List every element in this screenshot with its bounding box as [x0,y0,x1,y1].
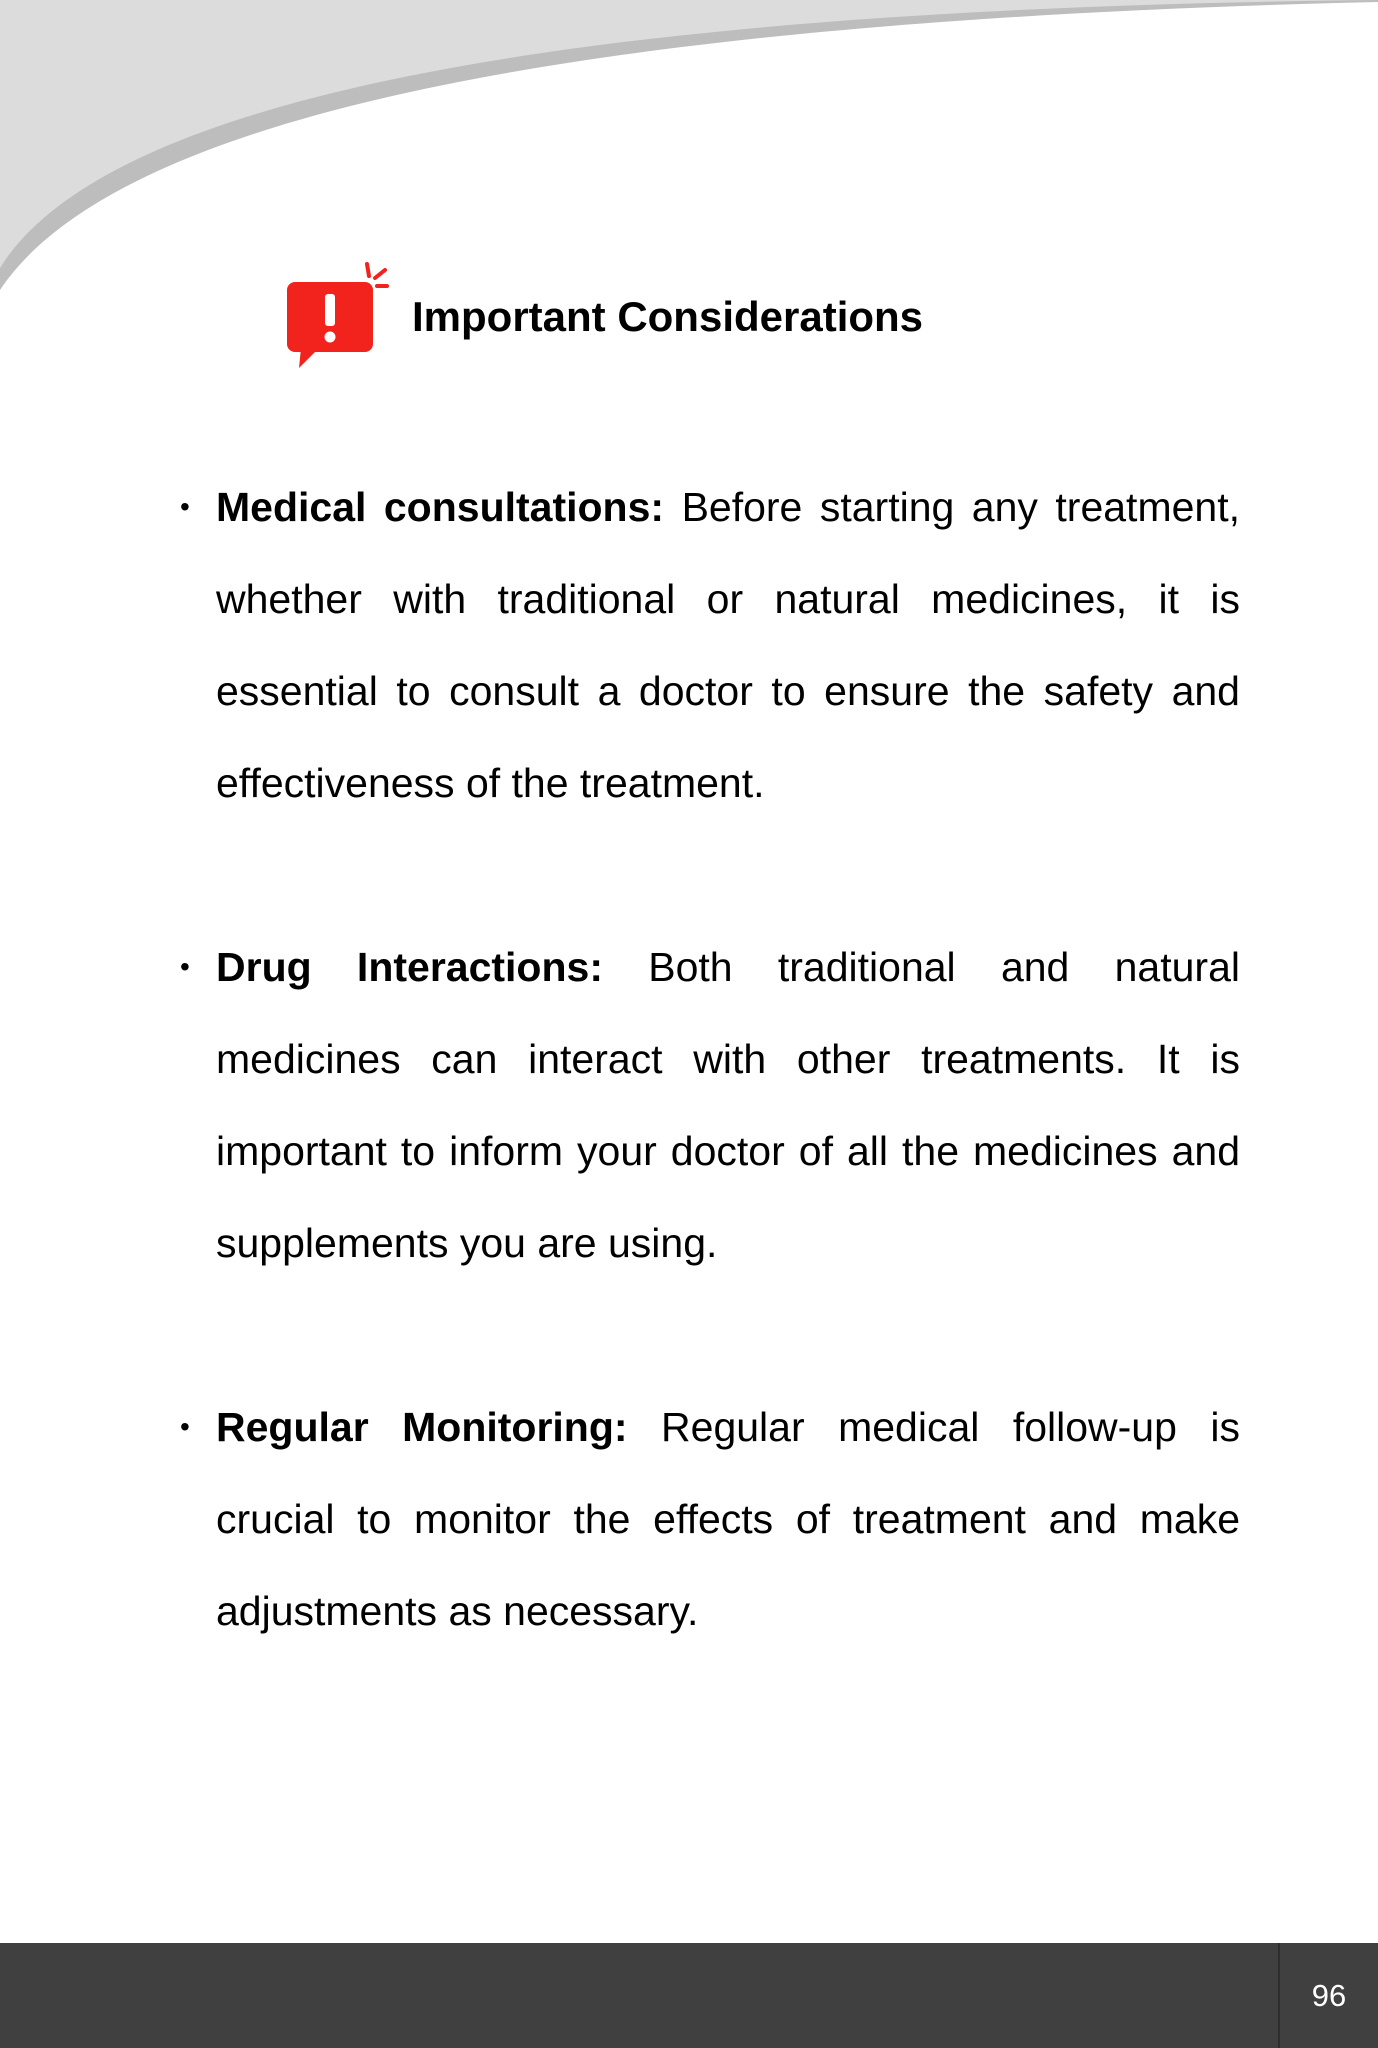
alert-speech-bubble-icon [285,262,389,372]
page-footer [0,1943,1378,2048]
section-heading [285,262,923,372]
bullet-icon: • [180,491,190,522]
bullet-icon: • [180,1411,190,1442]
page-number: 96 [1311,1977,1347,2013]
item-text: Before starting any treatment, whether with traditional or natural medicines, it is essential to consult a doctor to ensure the safety and effectiveness of the treatment. [216,484,1240,806]
list-item [180,921,1240,1289]
page-number-box [1278,1943,1378,2048]
item-text: Regular medical follow-up is crucial to monitor the effects of treatment and make adjustments as necessary. [216,1404,1240,1634]
considerations-list [180,461,1240,1657]
item-term: Medical consultations: [216,484,665,530]
item-text: Both traditional and natural medicines can interact with other treatments. It is important to inform your doctor of all the medicines and supplements you are using. [216,944,1240,1266]
list-item [180,1381,1240,1657]
list-item [180,461,1240,829]
item-term: Regular Monitoring: [216,1404,628,1450]
item-term: Drug Interactions: [216,944,603,990]
bullet-icon: • [180,951,190,982]
header-swoosh-decoration [0,0,1378,300]
section-title: Important Considerations [412,293,924,340]
